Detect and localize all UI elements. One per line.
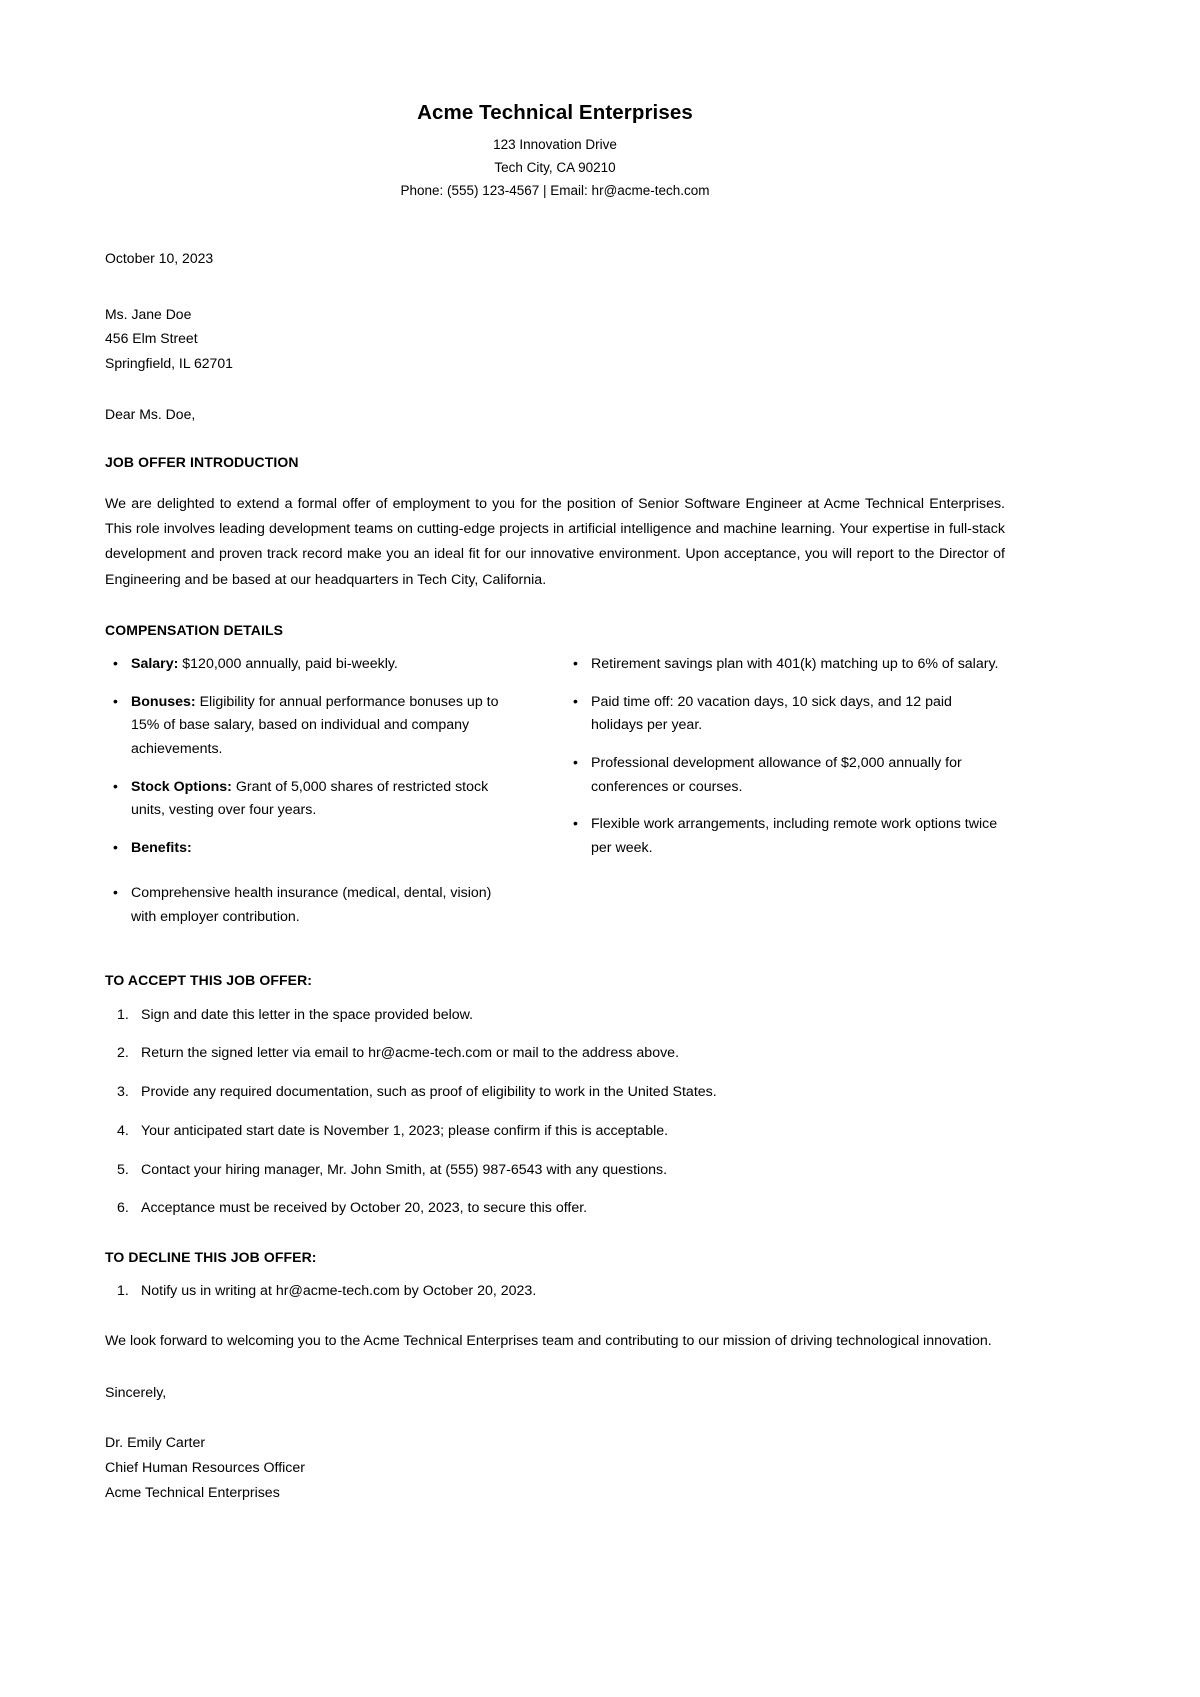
compensation-right-list (565, 653, 1005, 860)
company-address-line-1: 123 Innovation Drive (493, 136, 617, 152)
recipient-city-state-zip: Springfield, IL 62701 (105, 355, 233, 372)
list-item (565, 752, 1005, 799)
closing-paragraph: We look forward to welcoming you to the Acme Technical Enterprises team and contributing to our mission of driving technological innovation. (105, 1333, 992, 1350)
sign-off: Sincerely, (105, 1385, 167, 1402)
list-item: Return the signed letter via email to hr@acme-tech.com or mail to the address above. (141, 1045, 680, 1062)
list-item (105, 653, 515, 677)
list-item-lead: Bonuses: (131, 693, 196, 710)
list-item-lead: Salary: (131, 656, 179, 673)
intro-paragraph: We are delighted to extend a formal offer of employment to you for the position of Senior Software Engineer at Acme Technical Enterprises. This role involves leading development teams on cutting-edge projects in artificial intelligence and machine learning. Your expertise in full-stack development and proven track record make you an ideal fit for our innovative environment. Upon acceptance, you will report to the Director of Engineering and be based at our headquarters in Tech City, California. (105, 495, 1005, 588)
list-item-lead: Stock Options: (131, 778, 232, 795)
company-address-line-2: Tech City, CA 90210 (494, 159, 616, 175)
list-item (105, 691, 515, 762)
section-heading-to-decline: TO DECLINE THIS JOB OFFER: (105, 1249, 317, 1266)
list-item: Notify us in writing at hr@acme-tech.com by October 20, 2023. (141, 1283, 537, 1300)
list-item-text: Grant of 5,000 shares of restricted stock units, vesting over four years. (131, 778, 489, 819)
section-heading-to-accept: TO ACCEPT THIS JOB OFFER: (105, 972, 313, 989)
compensation-left-column (105, 653, 555, 943)
signer-name: Dr. Emily Carter (105, 1435, 206, 1452)
recipient-street: 456 Elm Street (105, 330, 198, 347)
list-item-text: Eligibility for annual performance bonuses up to 15% of base salary, based on individual and company achievements. (131, 693, 499, 757)
list-item-text: Paid time off: 20 vacation days, 10 sick days, and 12 paid holidays per year. (591, 693, 952, 734)
list-item: Provide any required documentation, such as proof of eligibility to work in the United States. (141, 1084, 717, 1101)
list-item (105, 837, 515, 861)
list-item: Sign and date this letter in the space provided below. (141, 1006, 474, 1023)
signer-company: Acme Technical Enterprises (105, 1485, 280, 1502)
compensation-right-column (555, 653, 1005, 943)
list-item: Acceptance must be received by October 20, 2023, to secure this offer. (141, 1200, 588, 1217)
list-item: Your anticipated start date is November 1, 2023; please confirm if this is acceptable. (141, 1122, 669, 1139)
letterhead (105, 100, 1005, 202)
compensation-left-list (105, 653, 515, 929)
list-item (565, 653, 1005, 677)
list-item (105, 776, 515, 823)
section-heading-job-offer-introduction: JOB OFFER INTRODUCTION (105, 454, 299, 471)
decline-steps-list (105, 1280, 1005, 1303)
list-item (105, 882, 515, 929)
list-item-lead: Benefits: (131, 839, 192, 856)
list-item-text: Retirement savings plan with 401(k) matching up to 6% of salary. (591, 656, 999, 673)
compensation-columns (105, 653, 1005, 943)
list-item (565, 813, 1005, 860)
signature-block (105, 1431, 1005, 1506)
company-contact-line: Phone: (555) 123-4567 | Email: hr@acme-tech.com (400, 183, 710, 199)
list-item-text: Professional development allowance of $2,000 annually for conferences or courses. (591, 754, 962, 795)
list-item-text: Comprehensive health insurance (medical, dental, vision) with employer contribution. (131, 885, 492, 925)
section-heading-compensation-details: COMPENSATION DETAILS (105, 621, 284, 638)
letter-date: October 10, 2023 (105, 250, 214, 267)
list-item (565, 691, 1005, 738)
list-item-text: Flexible work arrangements, including remote work options twice per week. (591, 816, 998, 856)
recipient-name: Ms. Jane Doe (105, 305, 192, 322)
salutation: Dear Ms. Doe, (105, 405, 196, 422)
signer-title: Chief Human Resources Officer (105, 1460, 306, 1477)
accept-steps-list (105, 1004, 1005, 1220)
list-item: Contact your hiring manager, Mr. John Smith, at (555) 987-6543 with any questions. (141, 1161, 668, 1178)
document-content (105, 0, 1005, 1507)
list-item-text: $120,000 annually, paid bi-weekly. (178, 656, 398, 673)
company-name: Acme Technical Enterprises (417, 101, 693, 124)
recipient-address-block (105, 302, 1005, 376)
